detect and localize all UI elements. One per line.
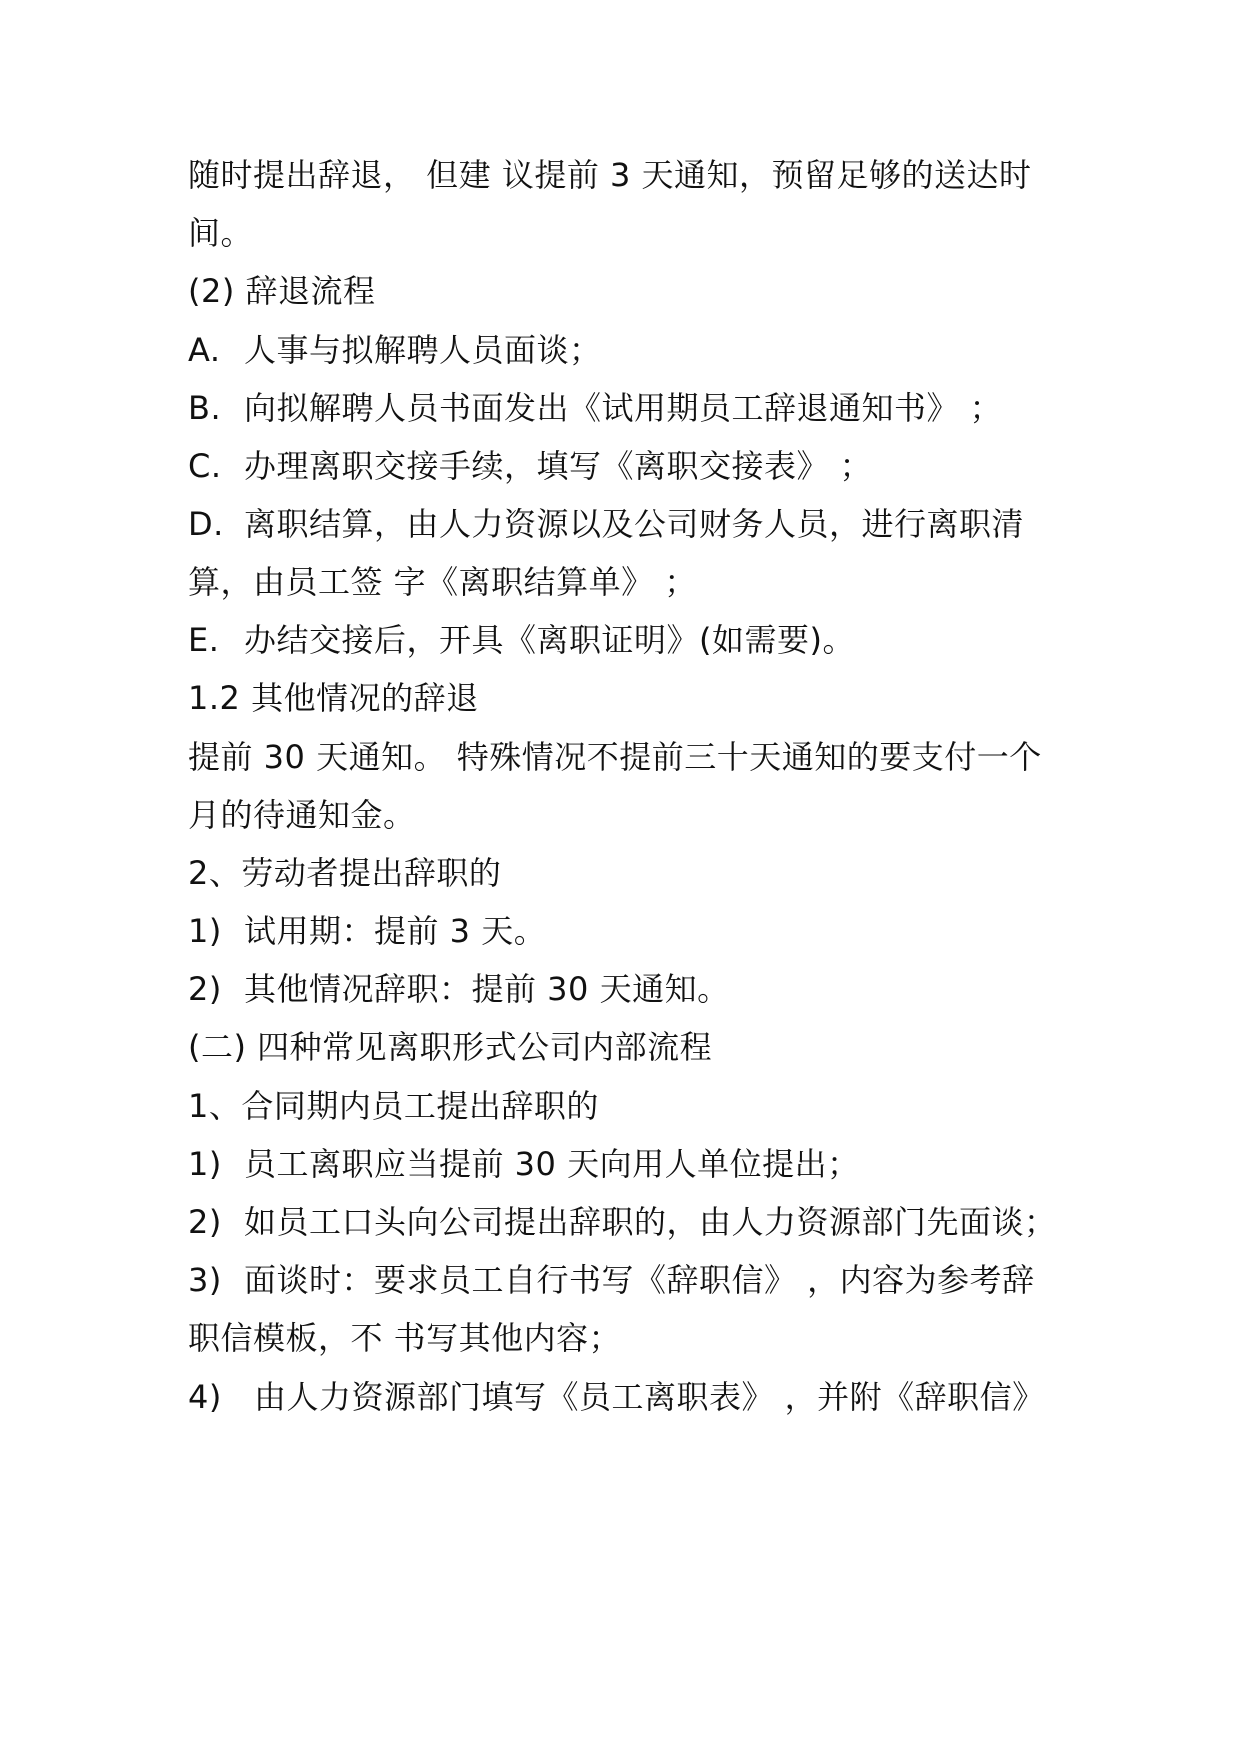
line-text: 人事与拟解聘人员面谈； bbox=[244, 331, 602, 369]
line-text: 间。 bbox=[188, 214, 254, 252]
list-marker: D. bbox=[188, 505, 224, 543]
line-text: (2) 辞退流程 bbox=[188, 272, 376, 310]
text-line bbox=[188, 213, 253, 253]
list-marker: 2) bbox=[188, 1203, 222, 1241]
section-heading bbox=[188, 1027, 712, 1067]
line-text: 1、合同期内员工提出辞职的 bbox=[188, 1087, 599, 1125]
line-text: 试用期：提前 3 天。 bbox=[244, 912, 547, 950]
line-text: 办理离职交接手续，填写《离职交接表》 ； bbox=[244, 447, 873, 485]
line-text: 2、劳动者提出辞职的 bbox=[188, 854, 502, 892]
line-text: 如员工口头向公司提出辞职的，由人力资源部门先面谈； bbox=[244, 1203, 1057, 1241]
text-line bbox=[188, 155, 1032, 195]
line-text: 向拟解聘人员书面发出《试用期员工辞退通知书》 ； bbox=[244, 389, 1003, 427]
line-text: 办结交接后，开具《离职证明》(如需要)。 bbox=[244, 621, 855, 659]
line-text: 由人力资源部门填写《员工离职表》 ，并附《辞职信》 bbox=[254, 1378, 1045, 1416]
line-text: 员工离职应当提前 30 天向用人单位提出； bbox=[244, 1145, 860, 1183]
line-text: 月的待通知金。 bbox=[188, 796, 416, 834]
line-text: 离职结算，由人力资源以及公司财务人员，进行离职清 bbox=[244, 505, 1025, 543]
section-heading bbox=[188, 271, 376, 311]
line-text: 随时提出辞退， 但建 议提前 3 天通知，预留足够的送达时 bbox=[188, 156, 1032, 194]
text-line bbox=[188, 737, 1042, 777]
list-marker: 4) bbox=[188, 1378, 222, 1416]
line-text: 面谈时：要求员工自行书写《辞职信》 ，内容为参考辞 bbox=[244, 1261, 1035, 1299]
list-marker: 3) bbox=[188, 1261, 222, 1299]
text-line bbox=[188, 562, 697, 602]
section-heading bbox=[188, 1086, 599, 1126]
line-text: 职信模板，不 书写其他内容； bbox=[188, 1319, 622, 1357]
line-text: 其他情况辞职：提前 30 天通知。 bbox=[244, 970, 730, 1008]
line-text: 提前 30 天通知。 特殊情况不提前三十天通知的要支付一个 bbox=[188, 738, 1042, 776]
list-item bbox=[188, 620, 855, 660]
list-item bbox=[188, 388, 1002, 428]
list-marker: 2) bbox=[188, 970, 222, 1008]
list-marker: B. bbox=[188, 389, 222, 427]
list-marker: C. bbox=[188, 447, 222, 485]
list-marker: 1) bbox=[188, 1145, 222, 1183]
list-marker: E. bbox=[188, 621, 220, 659]
list-item bbox=[188, 1144, 860, 1184]
list-item bbox=[188, 1202, 1057, 1242]
list-item bbox=[188, 1260, 1035, 1300]
line-text: (二) 四种常见离职形式公司内部流程 bbox=[188, 1028, 713, 1066]
section-heading bbox=[188, 853, 501, 893]
text-line bbox=[188, 1318, 621, 1358]
text-line bbox=[188, 795, 416, 835]
line-text: 1.2 其他情况的辞退 bbox=[188, 679, 479, 717]
list-item bbox=[188, 911, 546, 951]
list-item bbox=[188, 969, 730, 1009]
line-text: 算，由员工签 字《离职结算单》 ； bbox=[188, 563, 697, 601]
section-heading bbox=[188, 678, 479, 718]
list-item bbox=[188, 504, 1024, 544]
list-item bbox=[188, 1377, 1045, 1417]
list-marker: A. bbox=[188, 331, 221, 369]
list-item bbox=[188, 446, 872, 486]
list-marker: 1) bbox=[188, 912, 222, 950]
list-item bbox=[188, 330, 602, 370]
